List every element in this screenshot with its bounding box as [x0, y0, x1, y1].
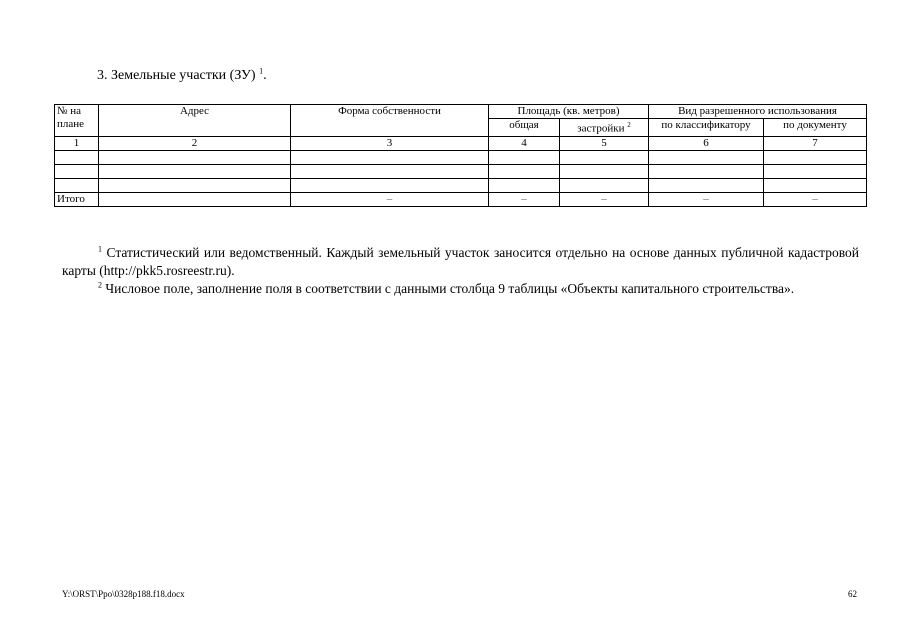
empty-cell	[55, 178, 99, 192]
column-number: 6	[649, 136, 764, 150]
column-number: 7	[764, 136, 867, 150]
header-row-1	[55, 105, 867, 119]
table-row-empty	[55, 178, 867, 192]
footer-file-path: Y:\ORST\Ppo\0328p188.f18.docx	[62, 589, 185, 599]
column-number: 1	[55, 136, 99, 150]
empty-cell	[489, 178, 560, 192]
column-number: 3	[291, 136, 489, 150]
total-cell: –	[764, 192, 867, 206]
empty-cell	[55, 164, 99, 178]
column-number: 2	[99, 136, 291, 150]
empty-cell	[291, 164, 489, 178]
col-header-use-type: Вид разрешенного использования	[649, 105, 867, 119]
heading-trailing: .	[263, 68, 267, 83]
empty-cell	[649, 164, 764, 178]
table-row-empty	[55, 150, 867, 164]
total-cell	[99, 192, 291, 206]
table-row-empty	[55, 164, 867, 178]
footnote-2-mark: 2	[98, 280, 102, 290]
col-header-plan-no: № на плане	[55, 105, 99, 137]
footer-page-number: 62	[848, 589, 857, 599]
col-header-use-classifier: по классификатору	[649, 119, 764, 137]
empty-cell	[99, 178, 291, 192]
empty-cell	[489, 164, 560, 178]
empty-cell	[764, 164, 867, 178]
empty-cell	[55, 150, 99, 164]
col-header-area: Площадь (кв. метров)	[489, 105, 649, 119]
column-number: 4	[489, 136, 560, 150]
footnote-1-mark: 1	[98, 244, 102, 254]
total-cell: –	[489, 192, 560, 206]
col-header-area-built	[560, 119, 649, 137]
total-cell: –	[649, 192, 764, 206]
empty-cell	[649, 178, 764, 192]
empty-cell	[764, 150, 867, 164]
footnote-2	[62, 280, 859, 298]
footnote-ref-1: 1	[259, 66, 264, 76]
col-header-use-document: по документу	[764, 119, 867, 137]
col-header-address: Адрес	[99, 105, 291, 137]
footnote-ref-2: 2	[627, 121, 631, 129]
col-header-area-total: общая	[489, 119, 560, 137]
empty-cell	[560, 150, 649, 164]
area-built-label: застройки	[577, 122, 625, 135]
empty-cell	[99, 150, 291, 164]
empty-cell	[764, 178, 867, 192]
column-number: 5	[560, 136, 649, 150]
total-row	[55, 192, 867, 206]
footnotes	[62, 244, 859, 298]
total-cell: –	[560, 192, 649, 206]
total-label: Итого	[55, 192, 99, 206]
footnote-1	[62, 244, 859, 280]
footnote-1-text: Статистический или ведомственный. Каждый земельный участок заносится отдельно на основе данных публичной кадастровой карты (http://pkk5.rosreestr.ru).	[62, 245, 860, 278]
empty-cell	[99, 164, 291, 178]
empty-cell	[560, 164, 649, 178]
empty-cell	[560, 178, 649, 192]
empty-cell	[291, 150, 489, 164]
col-header-ownership: Форма собственности	[291, 105, 489, 137]
section-heading-text: 3. Земельные участки (ЗУ)	[97, 68, 256, 83]
footnote-2-text: Числовое поле, заполнение поля в соответствии с данными столбца 9 таблицы «Объекты капитального строительства».	[105, 281, 795, 296]
empty-cell	[649, 150, 764, 164]
empty-cell	[291, 178, 489, 192]
total-cell: –	[291, 192, 489, 206]
column-number-row	[55, 136, 867, 150]
section-heading	[97, 68, 267, 84]
empty-cell	[489, 150, 560, 164]
land-plots-table	[54, 104, 867, 207]
